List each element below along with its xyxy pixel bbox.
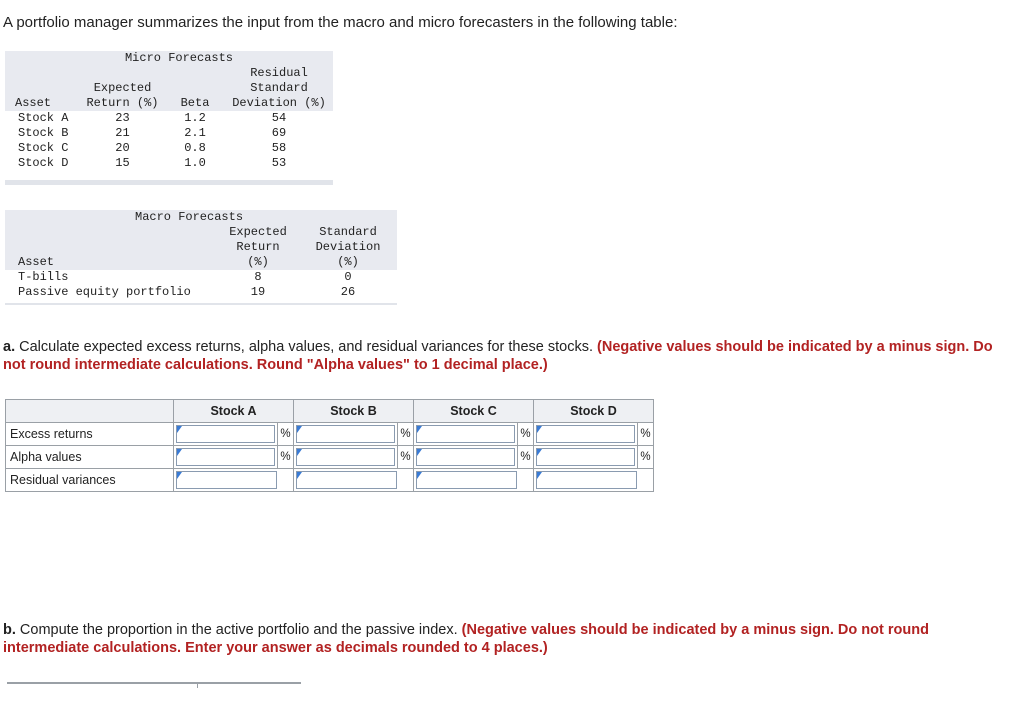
micro-sd: 69 [271, 126, 287, 140]
alpha-stock-a-input[interactable] [176, 448, 275, 466]
table-row [5, 285, 397, 300]
micro-sd: 58 [271, 141, 287, 155]
macro-head-sd1: Standard [319, 225, 377, 239]
micro-head-ret2: Return (%) [86, 96, 159, 110]
excess-return-stock-a-input[interactable] [176, 425, 275, 443]
unit: % [398, 423, 414, 446]
table-row [6, 423, 654, 446]
table-row [5, 156, 333, 171]
table-row [6, 446, 654, 469]
table-row [5, 270, 397, 285]
macro-er: 19 [250, 285, 266, 299]
micro-ret: 23 [115, 111, 130, 125]
micro-head-sd2: Standard [250, 81, 308, 95]
col-header-stock-a: Stock A [174, 400, 294, 423]
macro-forecasts-table [5, 210, 397, 300]
macro-table-bottom-bar [5, 303, 397, 305]
row-label: Alpha values [6, 446, 174, 469]
alpha-stock-b-input[interactable] [296, 448, 395, 466]
macro-asset: T-bills [18, 270, 69, 284]
flag-icon [417, 426, 422, 433]
intro-text: A portfolio manager summarizes the input from the macro and micro forecasters in the following table: [3, 14, 678, 31]
table-row [5, 111, 333, 126]
micro-ret: 15 [115, 156, 130, 170]
macro-head-asset: Asset [18, 255, 55, 269]
excess-return-stock-c-input[interactable] [416, 425, 515, 443]
part-b-instruction: (Negative values should be indicated by a minus sign. Do not round intermediate calculations. Enter your answer as decimals rounded to 4 places.) [3, 622, 929, 656]
residual-variance-stock-a-input[interactable] [176, 471, 277, 489]
macro-asset: Passive equity portfolio [18, 285, 191, 299]
part-a-question [3, 338, 1013, 374]
macro-head-er1: Expected [229, 225, 287, 239]
micro-asset: Stock B [18, 126, 69, 140]
macro-head-sd2: Deviation [315, 240, 381, 254]
flag-icon [297, 472, 302, 479]
flag-icon [177, 426, 182, 433]
flag-icon [177, 472, 182, 479]
flag-icon [297, 449, 302, 456]
unit: % [398, 446, 414, 469]
macro-head-er2: Return [236, 240, 280, 254]
micro-beta: 1.0 [184, 156, 206, 170]
micro-head-sd1: Residual [250, 66, 308, 80]
part-b-prefix: b. [3, 622, 20, 638]
part-b-question [3, 621, 1013, 657]
part-b-table-divider [197, 682, 198, 688]
part-a-prefix: a. [3, 339, 20, 355]
table-row [5, 126, 333, 141]
micro-sd: 54 [271, 111, 287, 125]
table-row [6, 469, 654, 492]
unit: % [518, 423, 534, 446]
macro-er: 8 [254, 270, 262, 284]
macro-sd: 26 [340, 285, 356, 299]
macro-head-er3: (%) [247, 255, 269, 269]
table-row [5, 141, 333, 156]
unit: % [278, 423, 294, 446]
flag-icon [417, 449, 422, 456]
col-header-stock-b: Stock B [294, 400, 414, 423]
part-b-table-top [7, 682, 301, 688]
micro-beta: 1.2 [184, 111, 206, 125]
micro-asset: Stock C [18, 141, 69, 155]
alpha-stock-d-input[interactable] [536, 448, 635, 466]
row-label: Residual variances [6, 469, 174, 492]
residual-variance-stock-c-input[interactable] [416, 471, 517, 489]
micro-head-beta: Beta [180, 96, 210, 110]
excess-return-stock-b-input[interactable] [296, 425, 395, 443]
micro-sd: 53 [271, 156, 287, 170]
answer-table [5, 399, 654, 492]
micro-ret: 20 [115, 141, 130, 155]
answer-corner-cell [6, 400, 174, 423]
col-header-stock-d: Stock D [534, 400, 654, 423]
excess-return-stock-d-input[interactable] [536, 425, 635, 443]
macro-sd: 0 [344, 270, 352, 284]
micro-title: Micro Forecasts [124, 51, 234, 65]
micro-forecasts-table [5, 51, 333, 171]
flag-icon [537, 472, 542, 479]
macro-head-sd3: (%) [337, 255, 359, 269]
col-header-stock-c: Stock C [414, 400, 534, 423]
unit: % [638, 446, 654, 469]
residual-variance-stock-b-input[interactable] [296, 471, 397, 489]
micro-table-bottom-bar [5, 180, 333, 185]
macro-title: Macro Forecasts [135, 210, 244, 224]
part-b-text: Compute the proportion in the active portfolio and the passive index. [19, 622, 462, 638]
flag-icon [297, 426, 302, 433]
residual-variance-stock-d-input[interactable] [536, 471, 637, 489]
alpha-stock-c-input[interactable] [416, 448, 515, 466]
micro-head-asset: Asset [15, 96, 52, 110]
micro-asset: Stock A [18, 111, 69, 125]
micro-ret: 21 [115, 126, 130, 140]
part-a-text: Calculate expected excess returns, alpha values, and residual variances for these stocks. [19, 339, 598, 355]
part-a-instruction: (Negative values should be indicated by a minus sign. Do not round intermediate calculations. Round "Alpha values" to 1 decimal place.) [3, 339, 993, 373]
micro-beta: 0.8 [184, 141, 206, 155]
flag-icon [537, 426, 542, 433]
micro-asset: Stock D [18, 156, 69, 170]
unit: % [518, 446, 534, 469]
unit: % [638, 423, 654, 446]
unit: % [278, 446, 294, 469]
micro-beta: 2.1 [184, 126, 206, 140]
flag-icon [177, 449, 182, 456]
micro-head-sd3: Deviation (%) [232, 96, 326, 110]
micro-head-ret1: Expected [93, 81, 152, 95]
flag-icon [537, 449, 542, 456]
row-label: Excess returns [6, 423, 174, 446]
flag-icon [417, 472, 422, 479]
